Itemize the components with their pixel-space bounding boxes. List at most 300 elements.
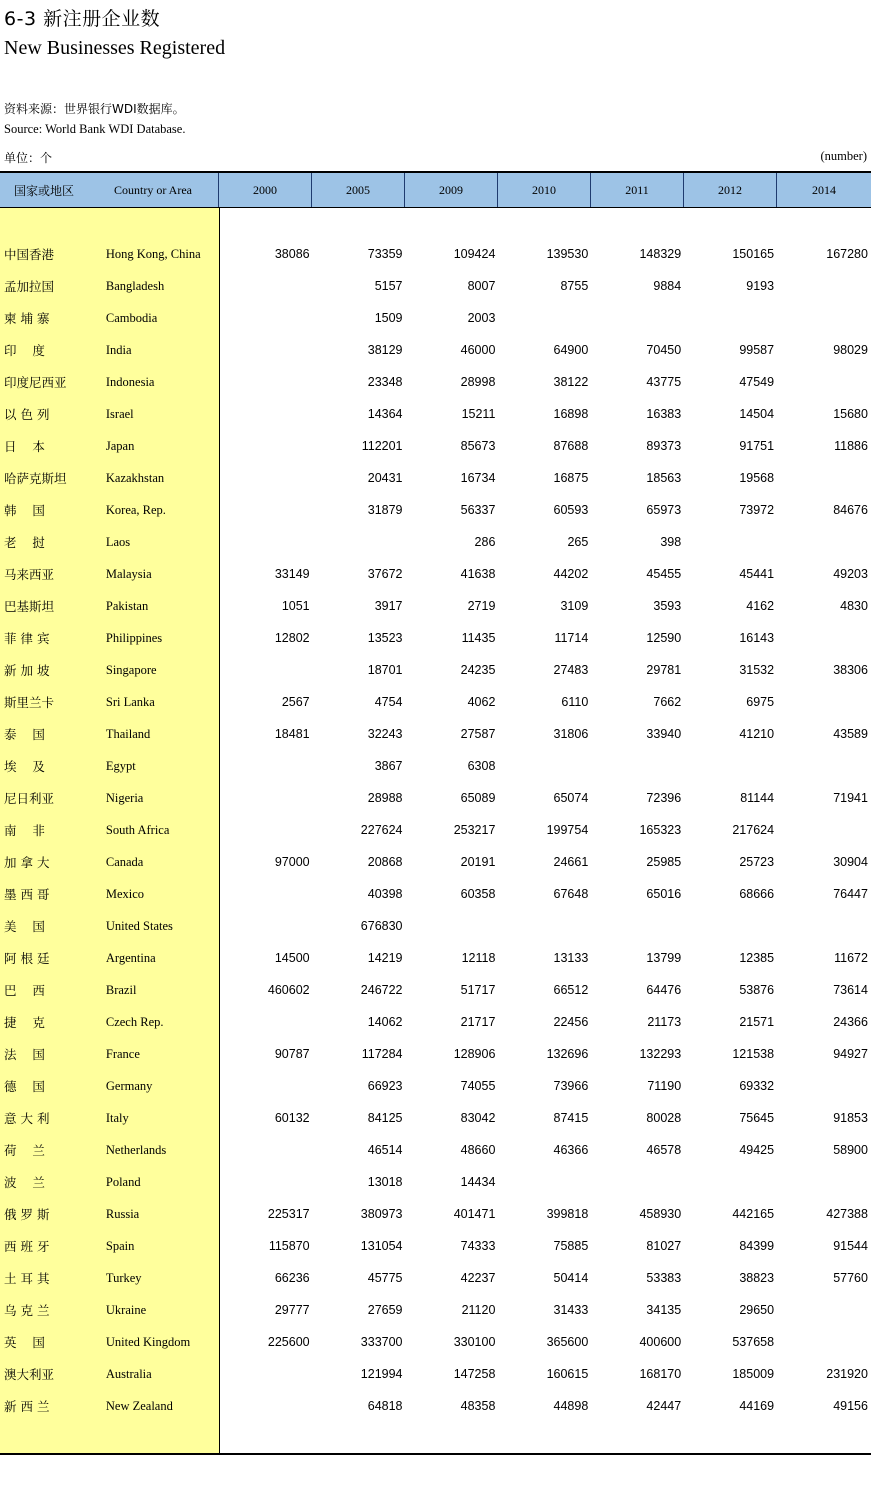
country-name-cn: 英 国 [4,1335,45,1350]
value-cell: 225600 [267,1335,310,1349]
value-cell: 46514 [367,1143,403,1157]
country-name-cn: 老 挝 [4,535,45,550]
value-cell: 12385 [739,951,775,965]
value-cell: 15211 [461,407,496,421]
value-cell: 168170 [639,1367,682,1381]
table-row [0,974,871,1006]
country-name-en: Bangladesh [105,278,165,293]
value-cell: 12802 [274,631,310,645]
table-row [0,238,871,270]
value-cell: 217624 [732,823,775,837]
source-note-cn: 资料来源：世界银行WDI数据库。 [4,102,185,116]
table-row [0,494,871,526]
value-cell: 29781 [646,663,682,677]
value-cell: 2003 [467,311,496,325]
country-name-en: United Kingdom [105,1334,191,1349]
value-cell: 121994 [360,1367,403,1381]
value-cell: 14500 [274,951,310,965]
country-name-en: Turkey [105,1270,142,1285]
country-name-en: Laos [105,534,131,549]
value-cell: 29650 [739,1303,775,1317]
value-cell: 117284 [361,1047,403,1061]
country-name-en: Singapore [105,662,157,677]
table-row [0,558,871,590]
value-cell: 66923 [367,1079,403,1093]
value-cell: 81144 [740,791,775,805]
value-cell: 8755 [560,279,589,293]
country-name-cn: 南 非 [4,823,45,838]
table-row [0,814,871,846]
value-cell: 91544 [833,1239,868,1253]
value-cell: 18481 [274,727,310,741]
value-cell: 65089 [460,791,496,805]
country-name-en: Germany [105,1078,153,1093]
value-cell: 400600 [639,1335,682,1349]
value-cell: 4062 [467,695,496,709]
country-name-en: Netherlands [105,1142,167,1157]
value-cell: 49425 [739,1143,775,1157]
country-name-en: Kazakhstan [105,470,165,485]
value-cell: 12590 [646,631,682,645]
value-cell: 42447 [646,1399,682,1413]
value-cell: 5157 [374,279,403,293]
header-country-cn: 国家或地区 [14,183,75,198]
value-cell: 60358 [460,887,496,901]
value-cell: 45441 [739,567,775,581]
value-cell: 53383 [646,1271,682,1285]
value-cell: 49156 [833,1399,868,1413]
value-cell: 56337 [460,503,496,517]
value-cell: 131054 [360,1239,403,1253]
country-name-en: France [105,1046,140,1061]
value-cell: 7662 [653,695,682,709]
value-cell: 20191 [460,855,496,869]
country-name-cn: 澳大利亚 [4,1367,55,1382]
value-cell: 167280 [826,247,868,261]
country-name-en: Poland [105,1174,141,1189]
value-cell: 19568 [739,471,775,485]
value-cell: 73972 [739,503,775,517]
country-name-cn: 法 国 [4,1047,45,1062]
value-cell: 185009 [732,1367,775,1381]
value-cell: 6110 [561,695,589,709]
value-cell: 74333 [460,1239,496,1253]
value-cell: 75885 [553,1239,589,1253]
value-cell: 37672 [367,567,403,581]
country-name-cn: 意 大 利 [4,1111,50,1126]
value-cell: 71190 [647,1079,682,1093]
country-name-cn: 印度尼西亚 [4,375,67,390]
country-name-cn: 哈萨克斯坦 [4,471,67,486]
value-cell: 68666 [739,887,775,901]
value-cell: 11714 [554,631,589,645]
value-cell: 286 [474,535,496,549]
table-row [0,750,871,782]
country-name-cn: 孟加拉国 [4,279,55,294]
table-number-title-cn: 6-3 新注册企业数 [4,8,161,30]
table-row [0,270,871,302]
value-cell: 64476 [646,983,682,997]
value-cell: 225317 [267,1207,310,1221]
value-cell: 21717 [460,1015,496,1029]
value-cell: 91853 [833,1111,868,1125]
header-year: 2010 [498,173,591,207]
country-name-cn: 俄 罗 斯 [4,1207,50,1222]
value-cell: 4830 [840,599,868,613]
value-cell: 72396 [646,791,682,805]
value-cell: 9884 [653,279,682,293]
table-row [0,718,871,750]
value-cell: 66236 [274,1271,310,1285]
table-row [0,1294,871,1326]
value-cell: 150165 [732,247,775,261]
value-cell: 33940 [646,727,682,741]
value-cell: 8007 [467,279,496,293]
value-cell: 21173 [647,1015,682,1029]
value-cell: 132293 [639,1047,682,1061]
value-cell: 28998 [460,375,496,389]
country-name-en: Spain [105,1238,135,1253]
country-name-en: Mexico [105,886,145,901]
country-name-cn: 德 国 [4,1079,45,1094]
value-cell: 14219 [367,951,403,965]
country-name-cn: 韩 国 [4,503,45,518]
value-cell: 42237 [460,1271,496,1285]
value-cell: 90787 [274,1047,310,1061]
country-name-en: Brazil [105,982,137,997]
header-year: 2005 [312,173,405,207]
table-row [0,878,871,910]
table-row [0,1230,871,1262]
value-cell: 60132 [274,1111,310,1125]
value-cell: 32243 [367,727,403,741]
value-cell: 537658 [732,1335,775,1349]
value-cell: 399818 [546,1207,589,1221]
value-cell: 34135 [646,1303,682,1317]
value-cell: 330100 [453,1335,496,1349]
value-cell: 73359 [367,247,403,261]
country-name-en: Sri Lanka [105,694,155,709]
value-cell: 47549 [739,375,775,389]
value-cell: 71941 [833,791,868,805]
value-cell: 128906 [453,1047,496,1061]
table-bottom-rule [0,1453,871,1455]
value-cell: 87688 [553,439,589,453]
value-cell: 13018 [367,1175,403,1189]
value-cell: 76447 [833,887,868,901]
value-cell: 1509 [374,311,403,325]
table-row [0,334,871,366]
table-row [0,1038,871,1070]
country-name-en: Australia [105,1366,152,1381]
value-cell: 23348 [367,375,403,389]
value-cell: 6975 [746,695,775,709]
value-cell: 14062 [367,1015,403,1029]
value-cell: 25985 [646,855,682,869]
country-name-en: Malaysia [105,566,152,581]
value-cell: 91751 [739,439,775,453]
table-row [0,462,871,494]
header-year: 2009 [405,173,498,207]
table-row [0,1102,871,1134]
value-cell: 74055 [460,1079,496,1093]
value-cell: 13523 [367,631,403,645]
table-title-en: New Businesses Registered [4,37,226,59]
value-cell: 94927 [833,1047,868,1061]
value-cell: 16143 [739,631,775,645]
value-cell: 40398 [367,887,403,901]
value-cell: 38823 [739,1271,775,1285]
value-cell: 43589 [833,727,868,741]
value-cell: 65074 [553,791,589,805]
country-name-cn: 巴 西 [4,983,45,998]
country-name-en: Cambodia [105,310,158,325]
value-cell: 27587 [460,727,496,741]
value-cell: 83042 [460,1111,496,1125]
value-cell: 53876 [739,983,775,997]
table-row [0,1134,871,1166]
value-cell: 69332 [739,1079,775,1093]
value-cell: 81027 [646,1239,682,1253]
value-cell: 38122 [553,375,589,389]
value-cell: 676830 [360,919,403,933]
value-cell: 3109 [560,599,589,613]
value-cell: 84399 [739,1239,775,1253]
header-year: 2014 [812,182,836,197]
country-name-en: New Zealand [105,1398,173,1413]
data-table [0,171,871,1455]
value-cell: 31806 [553,727,589,741]
value-cell: 9193 [746,279,775,293]
country-name-cn: 加 拿 大 [4,855,50,870]
unit-label-cn: 单位：个 [4,151,53,165]
country-name-cn: 捷 克 [4,1015,45,1030]
value-cell: 20868 [367,855,403,869]
value-cell: 16898 [553,407,589,421]
country-name-cn: 新 加 坡 [4,663,50,678]
value-cell: 38129 [367,343,403,357]
value-cell: 442165 [732,1207,775,1221]
value-cell: 46578 [646,1143,682,1157]
value-cell: 13799 [646,951,682,965]
country-name-cn: 尼日利亚 [4,791,55,806]
value-cell: 38306 [833,663,868,677]
value-cell: 31532 [739,663,775,677]
value-cell: 51717 [460,983,496,997]
table-row [0,622,871,654]
value-cell: 64818 [367,1399,403,1413]
value-cell: 333700 [360,1335,403,1349]
value-cell: 44202 [553,567,589,581]
value-cell: 30904 [833,855,868,869]
value-cell: 80028 [646,1111,682,1125]
country-name-en: Italy [105,1110,129,1125]
value-cell: 165323 [639,823,682,837]
table-row [0,942,871,974]
value-cell: 18701 [367,663,403,677]
value-cell: 85673 [460,439,496,453]
value-cell: 38086 [274,247,310,261]
value-cell: 11886 [834,439,868,453]
value-cell: 11435 [461,631,496,645]
value-cell: 21571 [739,1015,775,1029]
table-row [0,398,871,430]
country-name-en: Japan [105,438,135,453]
header-year: 2011 [591,173,684,207]
value-cell: 41638 [460,567,496,581]
value-cell: 44898 [553,1399,589,1413]
table-row [0,590,871,622]
value-cell: 16383 [646,407,682,421]
country-name-en: Hong Kong, China [105,246,201,261]
table-row [0,910,871,942]
table-body [0,238,871,1422]
value-cell: 46000 [460,343,496,357]
value-cell: 89373 [646,439,682,453]
value-cell: 58900 [833,1143,868,1157]
value-cell: 73614 [833,983,868,997]
value-cell: 427388 [826,1207,868,1221]
table-row [0,526,871,558]
table-row [0,1390,871,1422]
country-name-en: Thailand [105,726,151,741]
value-cell: 49203 [833,567,868,581]
country-name-cn: 美 国 [4,919,45,934]
value-cell: 199754 [546,823,589,837]
table-row [0,1006,871,1038]
value-cell: 115870 [268,1239,310,1253]
table-row [0,1262,871,1294]
table-row [0,302,871,334]
value-cell: 4754 [374,695,403,709]
value-cell: 33149 [274,567,310,581]
table-row [0,846,871,878]
country-name-cn: 土 耳 其 [4,1271,50,1286]
value-cell: 64900 [553,343,589,357]
table-row [0,366,871,398]
country-name-cn: 中国香港 [4,247,55,262]
value-cell: 460602 [267,983,310,997]
table-row [0,430,871,462]
country-name-en: Nigeria [105,790,144,805]
country-name-cn: 印 度 [4,343,45,358]
header-country-en: Country or Area [100,173,219,207]
table-row [0,1166,871,1198]
header-year: 2012 [684,173,777,207]
country-name-cn: 以 色 列 [4,407,50,422]
value-cell: 365600 [546,1335,589,1349]
value-cell: 401471 [453,1207,496,1221]
value-cell: 12118 [461,951,496,965]
value-cell: 99587 [739,343,775,357]
value-cell: 398 [660,535,682,549]
value-cell: 160615 [546,1367,589,1381]
value-cell: 43775 [646,375,682,389]
country-name-cn: 日 本 [4,439,45,454]
value-cell: 44169 [739,1399,775,1413]
header-year: 2000 [219,173,312,207]
value-cell: 98029 [833,343,868,357]
country-name-cn: 泰 国 [4,727,45,742]
value-cell: 265 [567,535,589,549]
country-name-en: Ukraine [105,1302,147,1317]
value-cell: 48660 [460,1143,496,1157]
country-name-cn: 埃 及 [4,759,45,774]
source-note-en: Source: World Bank WDI Database. [4,122,186,136]
value-cell: 21120 [461,1303,496,1317]
value-cell: 2719 [467,599,496,613]
country-name-en: United States [105,918,173,933]
country-name-en: Egypt [105,758,136,773]
country-name-en: Korea, Rep. [105,502,166,517]
country-name-en: Argentina [105,950,156,965]
country-name-cn: 菲 律 宾 [4,631,50,646]
value-cell: 75645 [739,1111,775,1125]
value-cell: 14504 [739,407,775,421]
country-name-en: Israel [105,406,134,421]
value-cell: 3917 [374,599,403,613]
country-name-en: Pakistan [105,598,149,613]
country-name-en: Russia [105,1206,140,1221]
table-row [0,654,871,686]
country-name-en: India [105,342,132,357]
value-cell: 46366 [553,1143,589,1157]
value-cell: 14364 [367,407,403,421]
value-cell: 147258 [453,1367,496,1381]
value-cell: 246722 [360,983,403,997]
country-name-cn: 柬 埔 寨 [4,311,50,326]
value-cell: 57760 [833,1271,868,1285]
value-cell: 148329 [639,247,682,261]
value-cell: 60593 [553,503,589,517]
country-name-en: Canada [105,854,144,869]
country-name-cn: 乌 克 兰 [4,1303,50,1318]
value-cell: 11672 [834,951,868,965]
table-row [0,782,871,814]
country-name-cn: 墨 西 哥 [4,887,50,902]
country-name-cn: 西 班 牙 [4,1239,50,1254]
value-cell: 3593 [653,599,682,613]
country-name-en: Philippines [105,630,163,645]
value-cell: 97000 [274,855,310,869]
value-cell: 45775 [367,1271,403,1285]
value-cell: 27659 [367,1303,403,1317]
table-header [0,173,871,208]
value-cell: 27483 [553,663,589,677]
value-cell: 29777 [274,1303,310,1317]
value-cell: 20431 [367,471,403,485]
value-cell: 73966 [553,1079,589,1093]
value-cell: 109424 [453,247,496,261]
country-name-en: Czech Rep. [105,1014,164,1029]
value-cell: 48358 [460,1399,496,1413]
value-cell: 112201 [361,439,403,453]
value-cell: 16734 [460,471,496,485]
value-cell: 132696 [546,1047,589,1061]
value-cell: 6308 [467,759,496,773]
country-name-cn: 新 西 兰 [4,1399,50,1414]
value-cell: 24661 [553,855,589,869]
value-cell: 50414 [553,1271,589,1285]
value-cell: 67648 [553,887,589,901]
value-cell: 24235 [460,663,496,677]
value-cell: 31433 [553,1303,589,1317]
country-name-cn: 荷 兰 [4,1143,45,1158]
country-name-cn: 马来西亚 [4,567,55,582]
value-cell: 121538 [732,1047,775,1061]
value-cell: 380973 [360,1207,403,1221]
value-cell: 45455 [646,567,682,581]
